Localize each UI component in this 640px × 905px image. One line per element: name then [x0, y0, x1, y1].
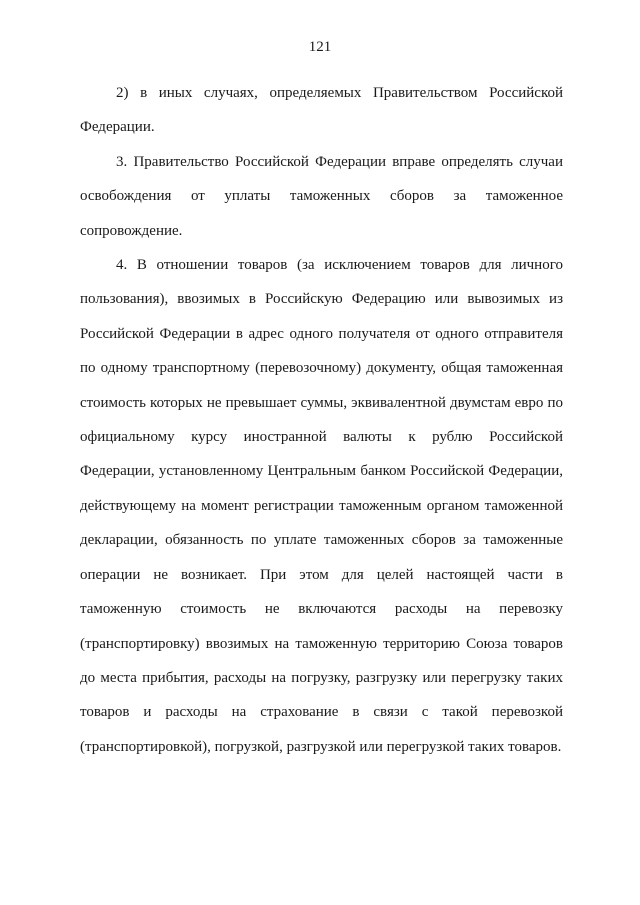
page-number: 121: [308, 39, 332, 55]
text-line: декларации, обязанность по уплате таможенных сборов за таможенные: [80, 532, 563, 549]
text-line: Российской Федерации в адрес одного получателя от одного отправителя: [80, 325, 563, 342]
text-line: действующему на момент регистрации таможенным органом таможенной: [80, 497, 563, 514]
text-line: освобождения от уплаты таможенных сборов за таможенное: [80, 188, 563, 205]
text-line: до места прибытия, расходы на погрузку, разгрузку или перегрузку таких: [80, 669, 563, 686]
paragraph-part-4: [80, 248, 563, 764]
text-line: по одному транспортному (перевозочному) документу, общая таможенная: [80, 360, 563, 377]
document-body: [80, 76, 563, 764]
text-line: 2) в иных случаях, определяемых Правительством Российской: [116, 85, 563, 101]
paragraph-item-2: [80, 76, 563, 145]
text-line: таможенную стоимость не включаются расходы на перевозку: [80, 601, 563, 618]
text-line: товаров и расходы на страхование в связи с такой перевозкой: [80, 704, 563, 721]
text-line: 4. В отношении товаров (за исключением товаров для личного: [116, 257, 563, 274]
text-line: пользования), ввозимых в Российскую Федерацию или вывозимых из: [80, 291, 563, 308]
text-line: (транспортировку) ввозимых на таможенную территорию Союза товаров: [80, 635, 563, 652]
text-line: официальному курсу иностранной валюты к рублю Российской: [80, 429, 563, 446]
text-line: Федерации.: [80, 119, 155, 136]
text-line: (транспортировкой), погрузкой, разгрузкой или перегрузкой таких товаров.: [80, 738, 562, 755]
text-line: Федерации, установленному Центральным банком Российской Федерации,: [80, 463, 563, 480]
paragraph-part-3: [80, 145, 563, 248]
text-line: операции не возникает. При этом для целей настоящей части в: [80, 566, 563, 583]
text-line: стоимость которых не превышает суммы, эквивалентной двумстам евро по: [80, 394, 563, 411]
text-line: сопровождение.: [80, 222, 183, 239]
text-line: 3. Правительство Российской Федерации вправе определять случаи: [116, 153, 563, 170]
